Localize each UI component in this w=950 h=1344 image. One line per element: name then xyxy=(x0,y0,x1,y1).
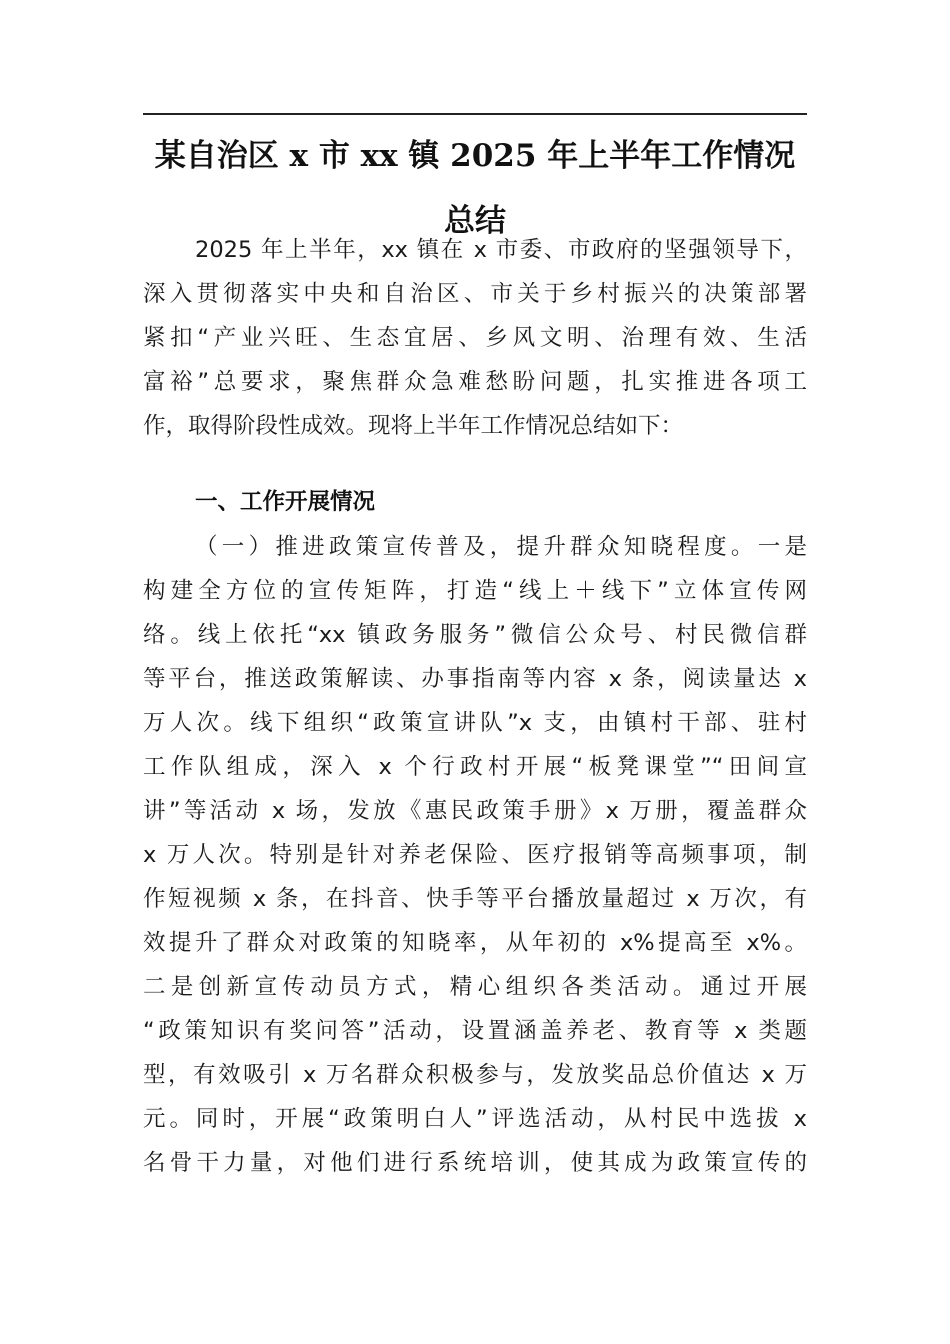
body-line: 讲”等活动 x 场，发放《惠民政策手册》x 万册，覆盖群众 xyxy=(143,798,807,824)
document-title-line-1: 某自治区 x 市 xx 镇 2025 年上半年工作情况 xyxy=(154,138,796,174)
body-line: 络。线上依托“xx 镇政务服务”微信公众号、村民微信群 xyxy=(143,622,807,648)
body-line: 二是创新宣传动员方式，精心组织各类活动。通过开展 xyxy=(143,974,807,1000)
intro-line: 作，取得阶段性成效。现将上半年工作情况总结如下： xyxy=(143,413,684,439)
body-line: 等平台，推送政策解读、办事指南等内容 x 条，阅读量达 x xyxy=(143,666,807,692)
body-line: （一）推进政策宣传普及，提升群众知晓程度。一是 xyxy=(195,534,807,560)
intro-line: 2025 年上半年，xx 镇在 x 市委、市政府的坚强领导下， xyxy=(195,237,807,263)
header-rule xyxy=(143,113,807,115)
body-line: “政策知识有奖问答”活动，设置涵盖养老、教育等 x 类题 xyxy=(143,1018,807,1044)
document-title-line-2: 总结 xyxy=(444,203,506,239)
section-heading: 一、工作开展情况 xyxy=(195,489,376,515)
body-line: 构建全方位的宣传矩阵，打造“线上＋线下”立体宣传网 xyxy=(143,578,807,604)
body-line: 工作队组成，深入 x 个行政村开展“板凳课堂”“田间宣 xyxy=(143,754,807,780)
intro-line: 深入贯彻落实中央和自治区、市关于乡村振兴的决策部署 xyxy=(143,281,807,307)
intro-line: 富裕”总要求，聚焦群众急难愁盼问题，扎实推进各项工 xyxy=(143,369,807,395)
body-line: 名骨干力量，对他们进行系统培训，使其成为政策宣传的 xyxy=(143,1150,807,1176)
body-line: x 万人次。特别是针对养老保险、医疗报销等高频事项，制 xyxy=(143,842,807,868)
body-line: 效提升了群众对政策的知晓率，从年初的 x%提高至 x%。 xyxy=(143,930,807,956)
body-line: 型，有效吸引 x 万名群众积极参与，发放奖品总价值达 x 万 xyxy=(143,1062,807,1088)
body-line: 元。同时，开展“政策明白人”评选活动，从村民中选拔 x xyxy=(143,1106,807,1132)
body-line: 万人次。线下组织“政策宣讲队”x 支，由镇村干部、驻村 xyxy=(143,710,807,736)
body-line: 作短视频 x 条，在抖音、快手等平台播放量超过 x 万次，有 xyxy=(143,886,807,912)
intro-line: 紧扣“产业兴旺、生态宜居、乡风文明、治理有效、生活 xyxy=(143,325,807,351)
